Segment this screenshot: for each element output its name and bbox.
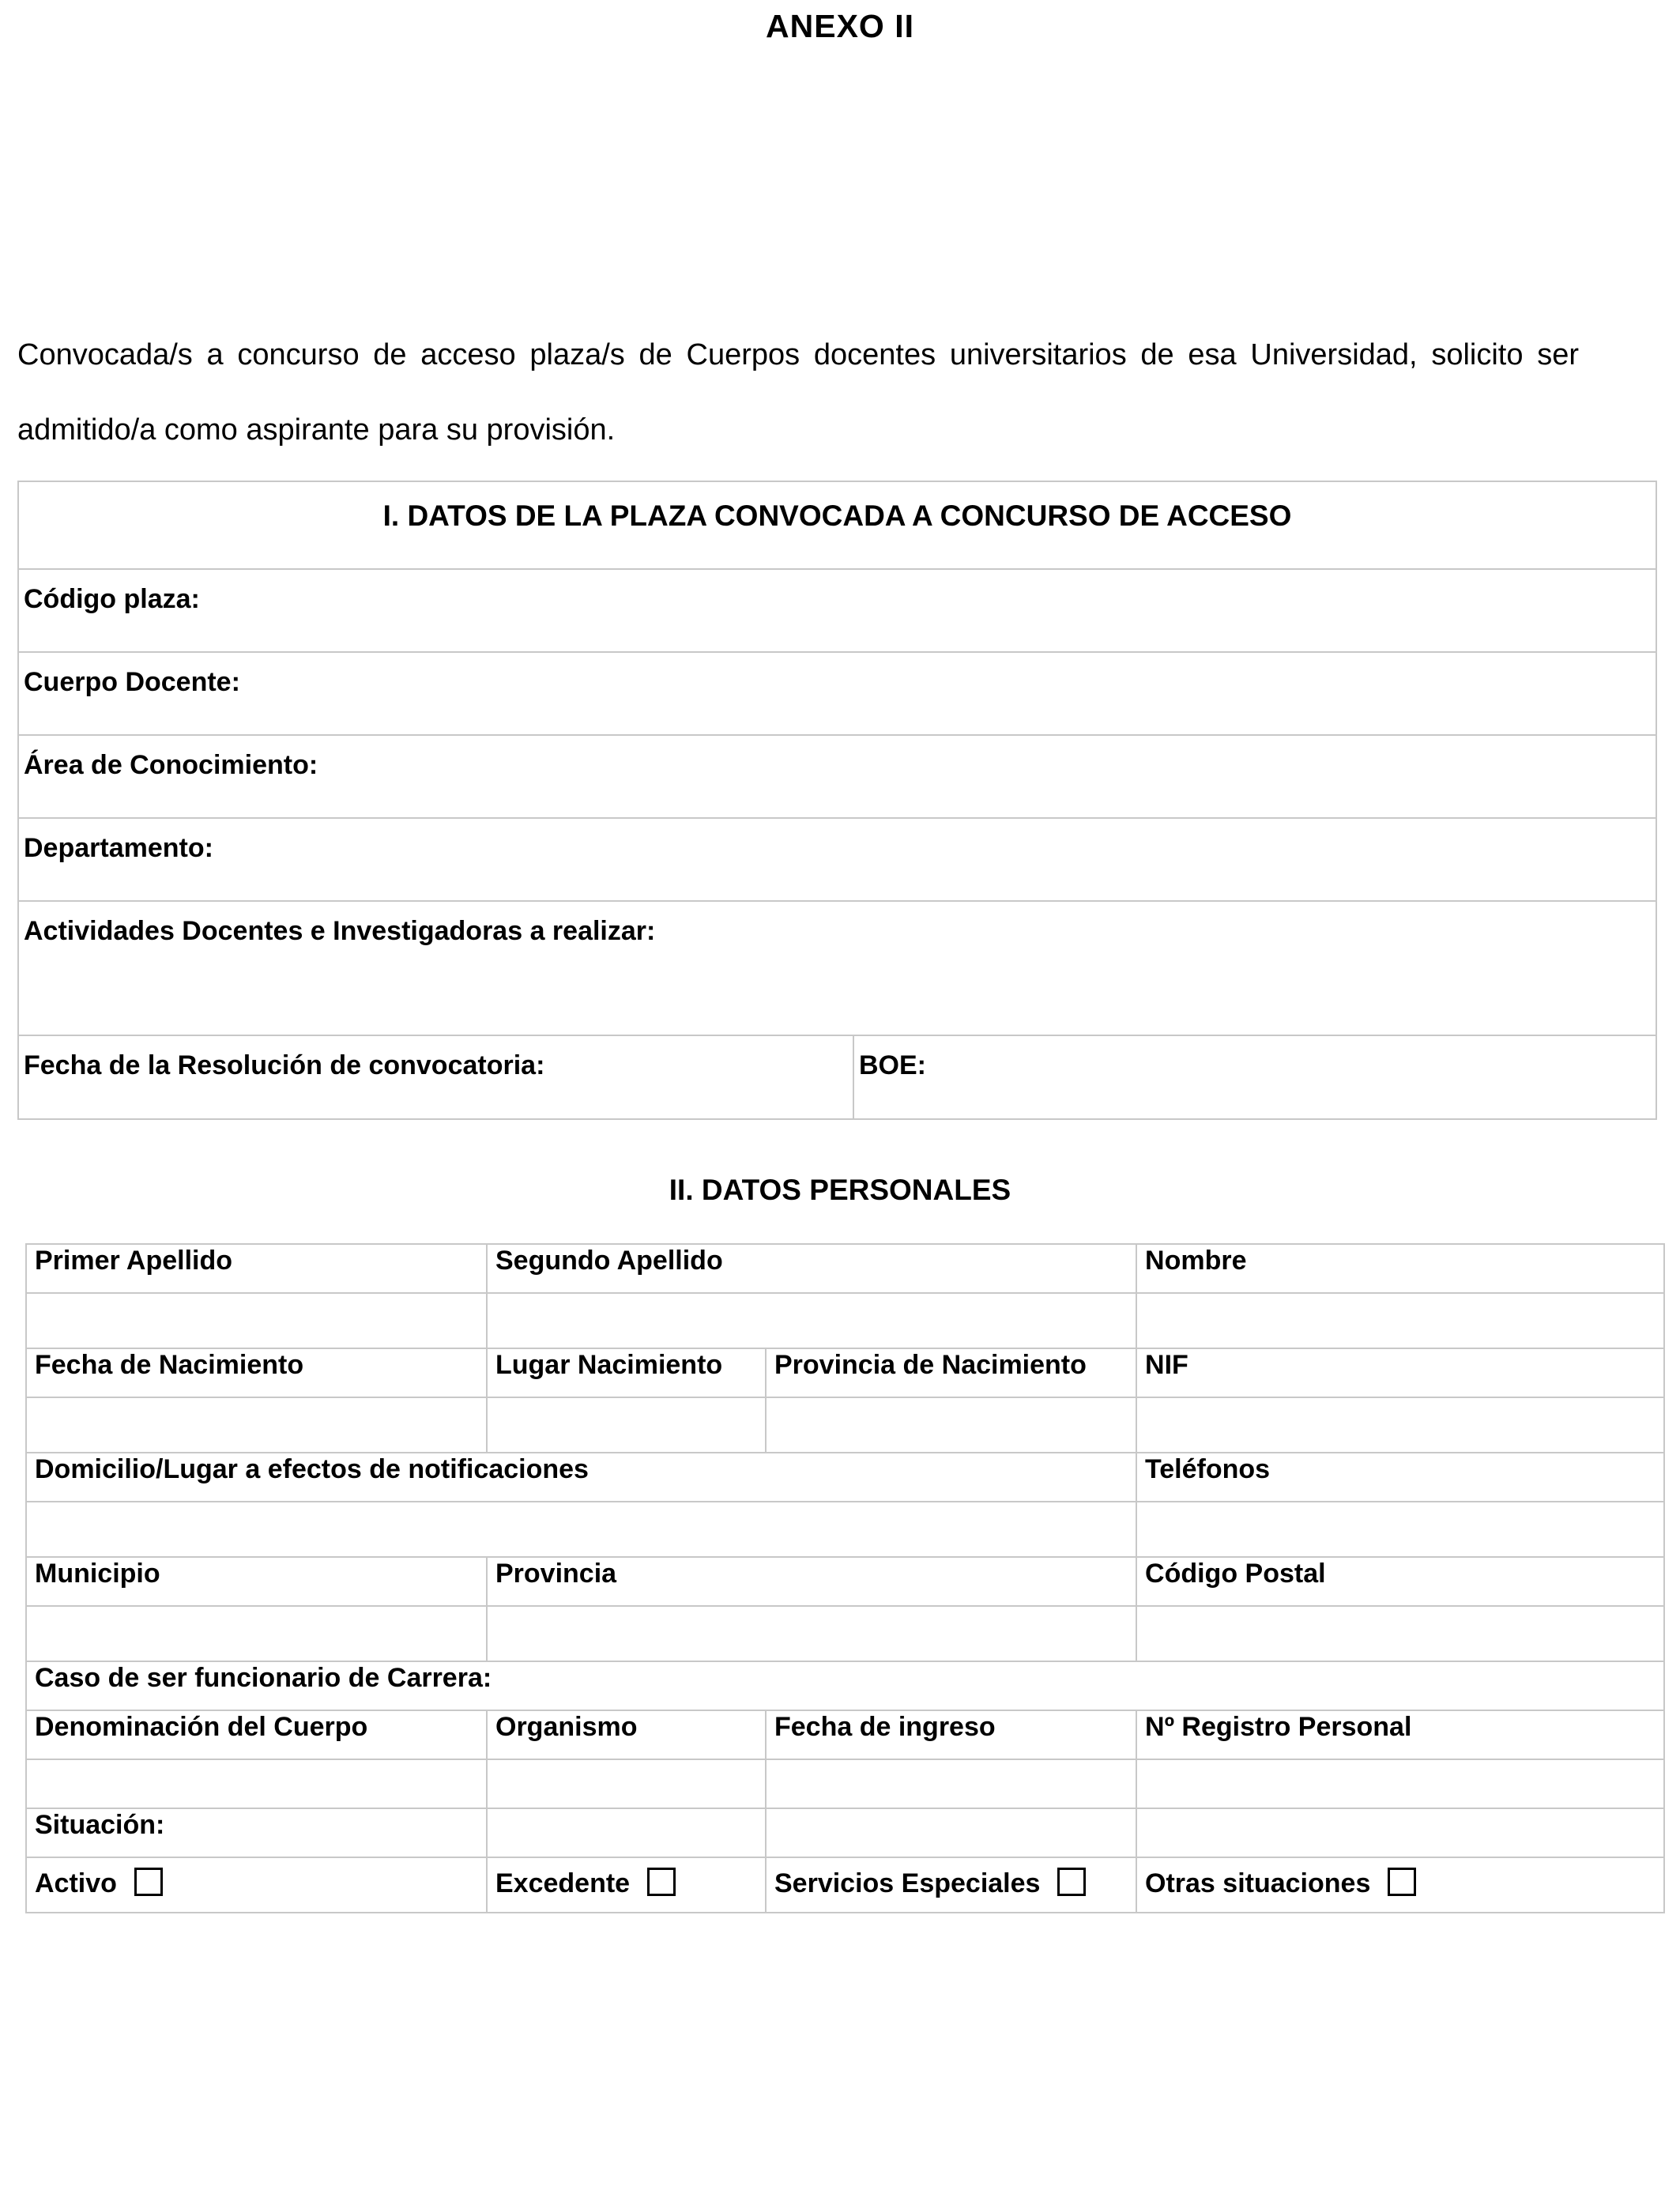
- servicios-especiales-checkbox[interactable]: [1057, 1868, 1086, 1896]
- situacion-label: Situación:: [26, 1808, 487, 1857]
- situacion-blank-3: [766, 1808, 1136, 1857]
- activo-label: Activo: [35, 1868, 117, 1898]
- fecha-ingreso-label: Fecha de ingreso: [766, 1710, 1136, 1759]
- page-title: ANEXO II: [766, 8, 914, 44]
- servicios-especiales-label: Servicios Especiales: [774, 1868, 1041, 1898]
- caso-funcionario-label: Caso de ser funcionario de Carrera:: [26, 1661, 1664, 1710]
- registro-personal-input[interactable]: [1136, 1759, 1664, 1808]
- section2-title: II. DATOS PERSONALES: [669, 1174, 1011, 1206]
- denominacion-cuerpo-input[interactable]: [26, 1759, 487, 1808]
- organismo-input[interactable]: [487, 1759, 766, 1808]
- provincia-label: Provincia: [487, 1557, 1136, 1606]
- primer-apellido-input[interactable]: [26, 1293, 487, 1348]
- codigo-postal-label: Código Postal: [1136, 1557, 1664, 1606]
- activo-checkbox[interactable]: [134, 1868, 163, 1896]
- nif-label: NIF: [1136, 1348, 1664, 1397]
- fecha-resolucion-field[interactable]: Fecha de la Resolución de convocatoria:: [18, 1035, 853, 1119]
- activo-option[interactable]: [26, 1857, 487, 1913]
- excedente-checkbox[interactable]: [647, 1868, 676, 1896]
- personal-data-table: [25, 1243, 1665, 1913]
- departamento-field[interactable]: Departamento:: [18, 818, 1656, 901]
- telefonos-label: Teléfonos: [1136, 1453, 1664, 1502]
- situacion-blank-2: [487, 1808, 766, 1857]
- intro-paragraph: Convocada/s a concurso de acceso plaza/s de Cuerpos docentes universitarios de esa Universidad, solicito ser admitido/a como aspirante para su provisión.: [17, 338, 1579, 447]
- otras-situaciones-checkbox[interactable]: [1388, 1868, 1416, 1896]
- actividades-field[interactable]: Actividades Docentes e Investigadoras a realizar:: [18, 901, 1656, 1035]
- otras-situaciones-label: Otras situaciones: [1145, 1868, 1371, 1898]
- denominacion-cuerpo-label: Denominación del Cuerpo: [26, 1710, 487, 1759]
- cuerpo-docente-field[interactable]: Cuerpo Docente:: [18, 652, 1656, 735]
- area-conocimiento-field[interactable]: Área de Conocimiento:: [18, 735, 1656, 818]
- segundo-apellido-label: Segundo Apellido: [487, 1244, 1136, 1293]
- boe-field[interactable]: BOE:: [853, 1035, 1656, 1119]
- domicilio-label: Domicilio/Lugar a efectos de notificaciones: [26, 1453, 1136, 1502]
- fecha-nacimiento-input[interactable]: [26, 1397, 487, 1453]
- provincia-nacimiento-label: Provincia de Nacimiento: [766, 1348, 1136, 1397]
- nif-input[interactable]: [1136, 1397, 1664, 1453]
- lugar-nacimiento-input[interactable]: [487, 1397, 766, 1453]
- provincia-nacimiento-input[interactable]: [766, 1397, 1136, 1453]
- fecha-ingreso-input[interactable]: [766, 1759, 1136, 1808]
- nombre-input[interactable]: [1136, 1293, 1664, 1348]
- municipio-input[interactable]: [26, 1606, 487, 1661]
- lugar-nacimiento-label: Lugar Nacimiento: [487, 1348, 766, 1397]
- domicilio-input[interactable]: [26, 1502, 1136, 1557]
- telefonos-input[interactable]: [1136, 1502, 1664, 1557]
- registro-personal-label: Nº Registro Personal: [1136, 1710, 1664, 1759]
- situacion-blank-4: [1136, 1808, 1664, 1857]
- nombre-label: Nombre: [1136, 1244, 1664, 1293]
- excedente-option[interactable]: [487, 1857, 766, 1913]
- segundo-apellido-input[interactable]: [487, 1293, 1136, 1348]
- organismo-label: Organismo: [487, 1710, 766, 1759]
- primer-apellido-label: Primer Apellido: [26, 1244, 487, 1293]
- codigo-plaza-field[interactable]: Código plaza:: [18, 569, 1656, 652]
- otras-situaciones-option[interactable]: [1136, 1857, 1664, 1913]
- codigo-postal-input[interactable]: [1136, 1606, 1664, 1661]
- fecha-nacimiento-label: Fecha de Nacimiento: [26, 1348, 487, 1397]
- plaza-data-table: [17, 481, 1657, 1120]
- servicios-especiales-option[interactable]: [766, 1857, 1136, 1913]
- section1-title: I. DATOS DE LA PLAZA CONVOCADA A CONCURSO DE ACCESO: [18, 481, 1656, 569]
- municipio-label: Municipio: [26, 1557, 487, 1606]
- provincia-input[interactable]: [487, 1606, 1136, 1661]
- excedente-label: Excedente: [495, 1868, 631, 1898]
